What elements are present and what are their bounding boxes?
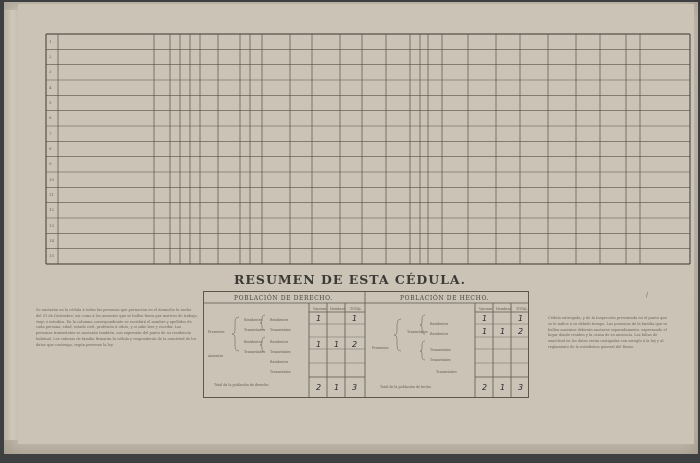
row-number: 2	[49, 54, 52, 59]
right-sub-label-5: Transeúntes	[436, 370, 457, 374]
row-number: 1	[49, 38, 52, 44]
col-varones-right: Varones	[479, 307, 493, 311]
header-poblacion-hecho: POBLACIÓN DE HECHO.	[400, 295, 490, 302]
group-ausentes-left: Ausentes	[208, 354, 224, 358]
right-sub-label-1: Residentes	[430, 322, 449, 326]
right-total-value: 1	[518, 314, 524, 323]
row-number: 4	[49, 84, 52, 90]
row-number: 12	[49, 207, 55, 213]
left-total-value: 1	[352, 314, 358, 323]
left-detail-5: Residentes	[270, 360, 289, 364]
left-detail-3: Residentes	[270, 340, 289, 344]
right-total-sum: 3	[518, 383, 524, 392]
right-sub-label-4: Transeúntes	[430, 358, 451, 362]
row-number: 15	[49, 253, 55, 259]
col-total-right: TOTAL	[516, 307, 528, 311]
row-number: 5	[49, 100, 52, 105]
left-instructions-paragraph: Se anotarán en la cédula á todas las personas que pernoctan en el domicilio la noche del 31 de Diciembre; así como á los ausentes que se hallen fuera por motivos de trabajo, viaje ó estudios. En la columna correspondiente se escribirá el nombre y apellidos de cada persona, edad, estado civil, profesión ú oficio, y si sabe leer y escribir. Las personas transeúntes se anotarán también, con expresión del punto de su residencia habitual. Los cabezas de familia firmarán la cédula y responderán de la exactitud de los datos que contenga, según previene la ley.	[36, 308, 198, 347]
right-instructions-paragraph: Cédula entregada, y de la Inspección presentada en el punto que se le indica á su debido tiempo. Las personas de la familia que se hallen ausentes deberán anotarse separadamente, expresando el lugar donde residen y la causa de su ausencia. Las faltas de exactitud en los datos serán castigadas con arreglo á la ley y al reglamento de la estadística general del Reino.	[548, 316, 668, 349]
row-number: 8	[49, 146, 52, 151]
row-number: 10	[49, 176, 55, 182]
row-number: 14	[49, 238, 55, 243]
left-sub-label-1: Residentes	[244, 318, 263, 322]
right-sub-label-2: Residentes	[430, 332, 449, 336]
left-detail-2: Transeúntes	[270, 328, 291, 332]
page-mark: /	[646, 292, 649, 299]
right-varones-value: 1	[482, 327, 488, 336]
col-hembras-left: Hembras	[330, 307, 346, 311]
col-total-left: TOTAL	[350, 307, 362, 311]
header-poblacion-derecho: POBLACIÓN DE DERECHO.	[234, 295, 333, 302]
left-sub-label-2: Transeúntes	[244, 328, 265, 332]
row-number: 11	[49, 192, 55, 197]
row-number: 7	[49, 130, 52, 136]
right-total-varones: 2	[482, 383, 488, 392]
row-number: 13	[49, 222, 55, 228]
total-derecho-label: Total de la población de derecho	[214, 383, 269, 387]
right-varones-value: 1	[482, 314, 488, 323]
left-total-varones: 2	[316, 383, 322, 392]
col-hembras-right: Hembras	[496, 307, 512, 311]
summary-title: RESUMEN DE ESTA CÉDULA.	[234, 272, 466, 287]
left-total-hembras: 1	[334, 383, 340, 392]
group-presentes-right: Presentes	[372, 346, 389, 350]
right-total-value: 2	[518, 327, 524, 336]
left-detail-4: Transeúntes	[270, 350, 291, 354]
left-total-value: 2	[352, 340, 358, 349]
row-number: 3	[49, 69, 52, 75]
left-varones-value: 1	[316, 314, 322, 323]
right-sub-label-3: Transeúntes	[430, 348, 451, 352]
total-hecho-label: Total de la población de hecho	[380, 385, 431, 389]
left-total-sum: 3	[352, 383, 358, 392]
left-hembras-value: 1	[334, 340, 340, 349]
group-transeuntes-right: Transeúntes	[407, 330, 428, 334]
right-hembras-value: 1	[500, 327, 506, 336]
left-sub-label-4: Transeúntes	[244, 350, 265, 354]
right-total-hembras: 1	[500, 383, 506, 392]
left-detail-1: Residentes	[270, 318, 289, 322]
row-number: 9	[49, 161, 52, 167]
left-varones-value: 1	[316, 340, 322, 349]
left-detail-6: Transeúntes	[270, 370, 291, 374]
row-number: 6	[49, 115, 52, 121]
summary-table	[203, 291, 529, 398]
left-sub-label-3: Residentes	[244, 340, 263, 344]
group-presentes-left: Presentes	[208, 330, 225, 334]
col-varones-left: Varones	[313, 307, 327, 311]
